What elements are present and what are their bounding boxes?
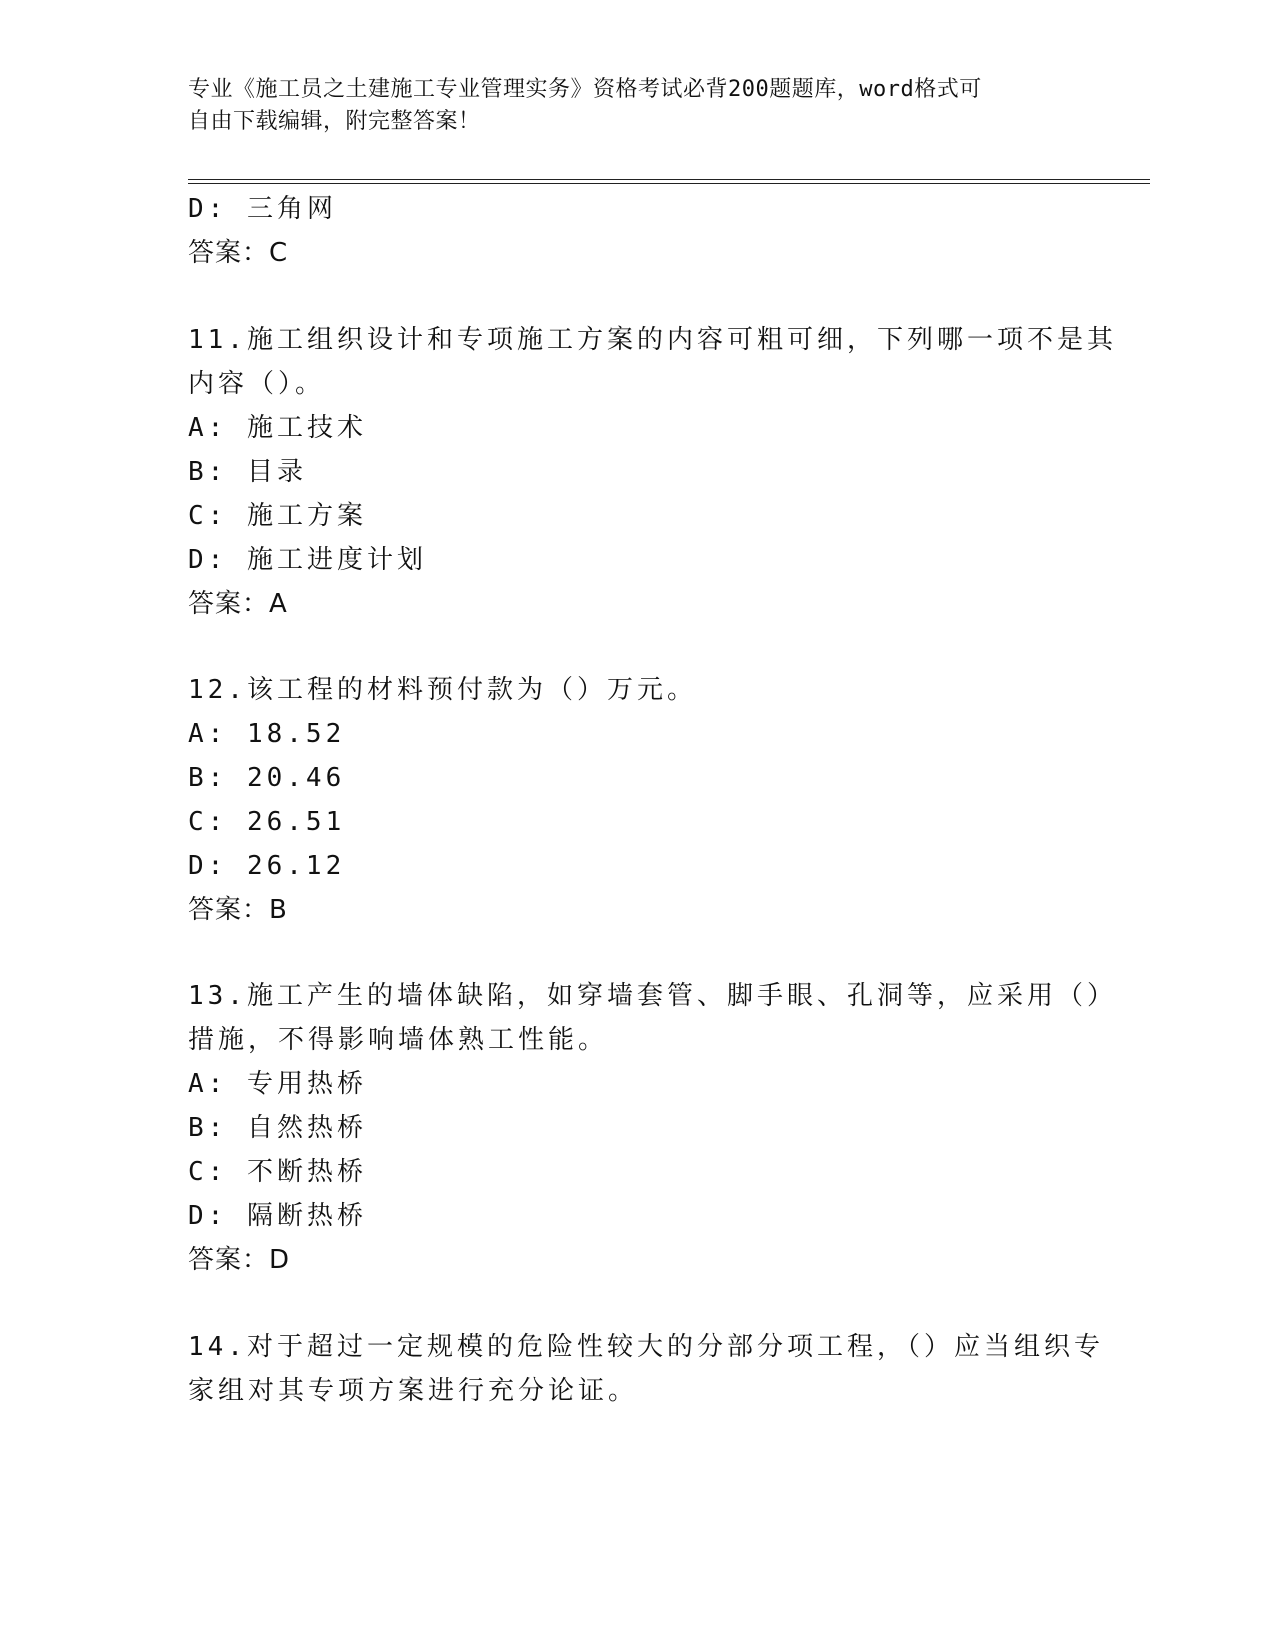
question-11-option-b: B: 目录 xyxy=(188,457,307,487)
question-11-option-d: D: 施工进度计划 xyxy=(188,545,427,575)
question-12-option-c: C: 26.51 xyxy=(188,807,346,837)
question-12-option-d: D: 26.12 xyxy=(188,851,346,881)
question-12-option-a: A: 18.52 xyxy=(188,719,346,749)
question-13-stem-line-2: 措施，不得影响墙体熟工性能。 xyxy=(188,1025,609,1055)
question-12-answer: 答案：B xyxy=(188,895,288,925)
question-13-answer: 答案：D xyxy=(188,1245,291,1275)
header-line-2: 自由下载编辑，附完整答案！ xyxy=(188,109,481,134)
question-13-option-c: C: 不断热桥 xyxy=(188,1157,367,1187)
question-11-option-a: A: 施工技术 xyxy=(188,413,367,443)
question-12-stem-line-1: 12.该工程的材料预付款为（）万元。 xyxy=(188,675,697,705)
answer-label: 答案：C xyxy=(188,238,289,268)
question-12-option-b: B: 20.46 xyxy=(188,763,346,793)
header-divider-bottom xyxy=(188,183,1150,184)
question-11-stem-line-2: 内容（）。 xyxy=(188,369,326,399)
question-11-answer: 答案：A xyxy=(188,589,288,619)
question-13-option-d: D: 隔断热桥 xyxy=(188,1201,367,1231)
question-13-option-b: B: 自然热桥 xyxy=(188,1113,367,1143)
question-13-stem-line-1: 13.施工产生的墙体缺陷，如穿墙套管、脚手眼、孔洞等，应采用（） xyxy=(188,981,1117,1011)
question-11-option-c: C: 施工方案 xyxy=(188,501,367,531)
option-d: D: 三角网 xyxy=(188,194,337,224)
document-header xyxy=(188,74,1068,138)
question-14-stem-line-1: 14.对于超过一定规模的危险性较大的分部分项工程，（）应当组织专 xyxy=(188,1332,1104,1362)
question-14-stem-line-2: 家组对其专项方案进行充分论证。 xyxy=(188,1376,639,1406)
header-divider-top xyxy=(188,179,1150,180)
question-13-option-a: A: 专用热桥 xyxy=(188,1069,367,1099)
question-11-stem-line-1: 11.施工组织设计和专项施工方案的内容可粗可细，下列哪一项不是其 xyxy=(188,325,1117,355)
header-line-1: 专业《施工员之土建施工专业管理实务》资格考试必背200题题库，word格式可 xyxy=(188,77,982,102)
